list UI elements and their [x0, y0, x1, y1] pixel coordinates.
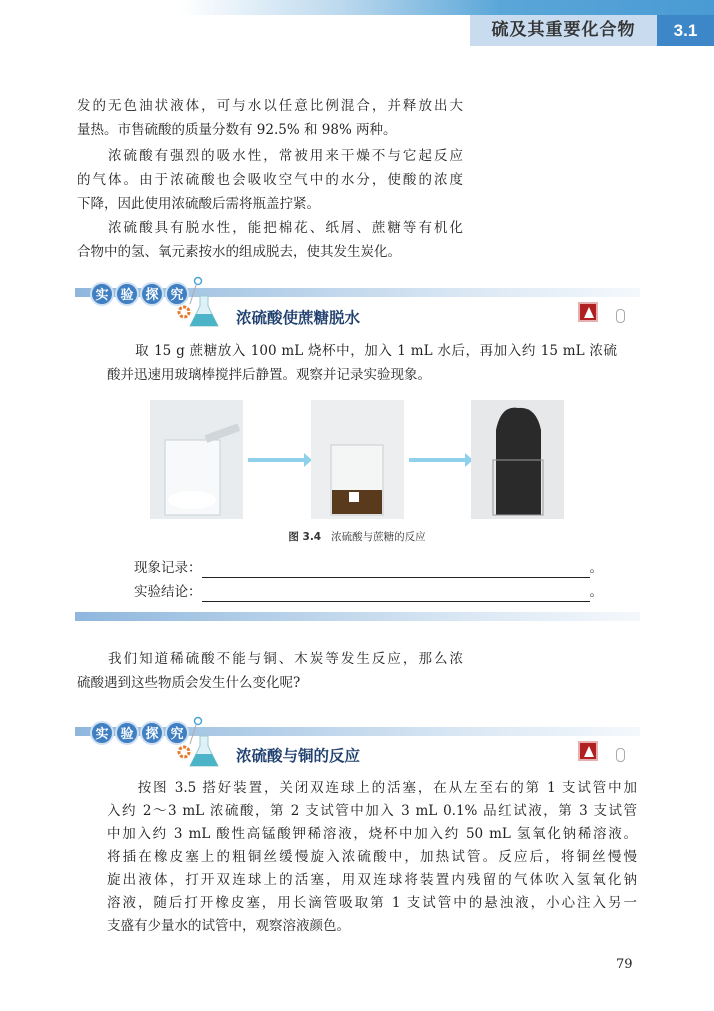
intro-line: 的气体。由于浓硫酸也会吸收空气中的水分，使酸的浓度 [77, 172, 463, 188]
gear-flask-icon [172, 276, 222, 330]
photo-sugar-beaker [150, 400, 243, 519]
experiment-text: 酸并迅速用玻璃棒搅拌后静置。观察并记录实验现象。 [107, 367, 431, 383]
badge-char: 验 [115, 721, 139, 745]
badge-char: 究 [165, 282, 189, 306]
experiment-title: 浓硫酸与铜的反应 [236, 747, 361, 765]
page-number: 79 [616, 957, 633, 972]
experiment-text: 将插在橡皮塞上的粗铜丝缓慢旋入浓硫酸中，加热试管。反应后，将铜丝慢慢 [107, 849, 637, 865]
experiment-text: 溶液，随后打开橡皮塞，用长滴管吸取第 1 支试管中的悬浊液，小心注入另一 [107, 895, 637, 911]
conclusion-blank[interactable] [202, 588, 590, 602]
record-label: 现象记录： [134, 560, 202, 576]
period: 。 [589, 560, 603, 576]
experiment-text: 旋出液体，打开双连球上的活塞，用双连球将装置内残留的气体吹入氢氧化钠 [107, 872, 637, 888]
experiment-text: 按图 3.5 搭好装置，关闭双连球上的活塞，在从左至右的第 1 支试管中加 [107, 780, 637, 796]
conclusion-label: 实验结论： [134, 584, 202, 600]
photo-acid-added [311, 400, 404, 519]
badge-char: 究 [165, 721, 189, 745]
badge-char: 验 [115, 282, 139, 306]
arrow-icon [248, 458, 306, 462]
header-gradient-bar [180, 0, 714, 15]
section-number: 3.1 [657, 15, 714, 46]
intro-line: 浓硫酸具有脱水性，能把棉花、纸屑、蔗糖等有机化 [77, 220, 463, 236]
photo-carbonized-sugar [471, 400, 564, 519]
badge-char: 实 [90, 282, 114, 306]
intro-line: 量热。市售硫酸的质量分数有 92.5% 和 98% 两种。 [77, 122, 397, 138]
badge-char: 探 [140, 282, 164, 306]
record-row [134, 558, 603, 578]
intro-line: 浓硫酸有强烈的吸水性，常被用来干燥不与它起反应 [77, 148, 463, 164]
lab-flask-icon [578, 741, 598, 761]
period: 。 [589, 584, 603, 600]
gear-flask-icon [172, 716, 222, 770]
experiment-text: 中加入约 3 mL 酸性高锰酸钾稀溶液，烧杯中加入约 50 mL 氢氧化钠稀溶液。 [107, 826, 637, 842]
experiment-text: 支盛有少量水的试管中，观察溶液颜色。 [107, 918, 350, 934]
conclusion-row [134, 582, 603, 602]
intro-line: 合物中的氢、氧元素按水的组成脱去，使其发生炭化。 [77, 244, 401, 260]
chapter-title: 硫及其重要化合物 [470, 15, 657, 46]
mouse-icon [616, 748, 625, 762]
intro-line: 下降，因此使用浓硫酸后需将瓶盖拧紧。 [77, 196, 320, 212]
badge-char: 实 [90, 721, 114, 745]
experiment-text: 入约 2～3 mL 浓硫酸，第 2 支试管中加入 3 mL 0.1% 品红试液，第 3 支试管 [107, 803, 637, 819]
record-blank[interactable] [202, 564, 590, 578]
lab-flask-icon [578, 302, 598, 322]
badge-char: 探 [140, 721, 164, 745]
arrow-icon [409, 458, 467, 462]
section-band-end [75, 612, 640, 621]
figure-label: 图 3.4 [288, 531, 322, 543]
transition-line: 我们知道稀硫酸不能与铜、木炭等发生反应，那么浓 [77, 651, 463, 667]
experiment-text: 取 15 g 蔗糖放入 100 mL 烧杯中，加入 1 mL 水后，再加入约 15 mL 浓硫 [107, 343, 617, 359]
mouse-icon [616, 309, 625, 323]
figure-caption [0, 529, 714, 544]
transition-line: 硫酸遇到这些物质会发生什么变化呢? [77, 675, 301, 691]
experiment-title: 浓硫酸使蔗糖脱水 [236, 309, 361, 327]
intro-line: 发的无色油状液体，可与水以任意比例混合，并释放出大 [77, 98, 463, 114]
figure-caption-text: 浓硫酸与蔗糖的反应 [331, 531, 426, 543]
